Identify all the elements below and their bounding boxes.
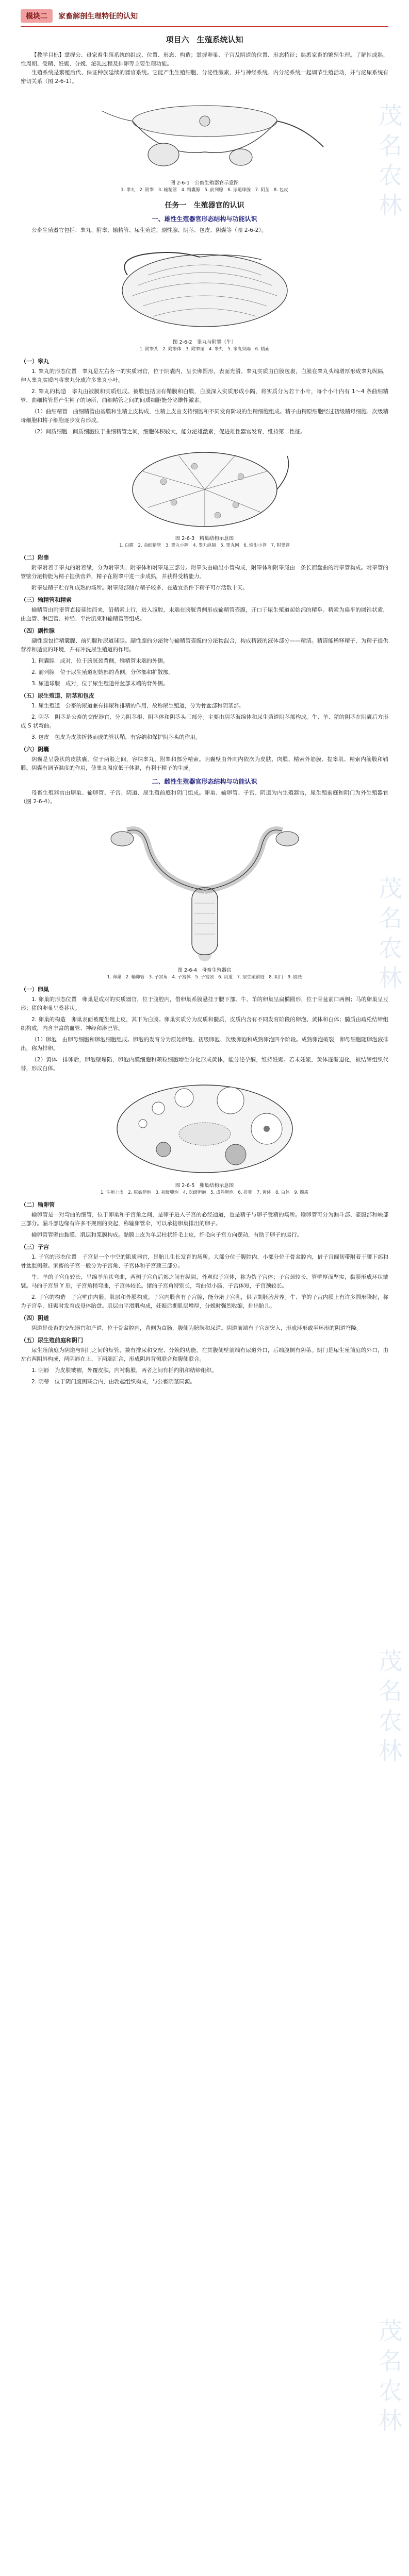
figure-caption: 图 2-6-4 母畜生殖器官 bbox=[177, 968, 232, 973]
subsection-title: （六）阴囊 bbox=[21, 746, 49, 753]
paragraph: 1. 阴唇 为皮肤皱褶，外覆皮肤，内衬黏膜，两者之间有括约肌和结缔组织。 bbox=[31, 1367, 217, 1374]
figure-5 bbox=[21, 1077, 388, 1196]
subsection-title: （三）子宫 bbox=[21, 1244, 49, 1250]
paragraph: （1）卵泡 由卵母细胞和卵泡细胞组成。卵泡的发育分为原始卵泡、初级卵泡、次级卵泡和成熟卵泡四个阶段。成熟卵泡破裂，卵母细胞随卵泡液排出，称为排卵。 bbox=[21, 1037, 388, 1052]
module-title: 家畜解剖生理特征的认知 bbox=[58, 12, 138, 21]
paragraph: 2. 子宫的构造 子宫壁由内膜、肌层和外膜构成。子宫内膜含有子宫腺，能分泌子宫乳，供早期胚胎营养。牛、羊的子宫内膜上有许多圆形隆起，称为子宫阜，妊娠时发育成母体胎盘。肌层由平滑肌构成，妊娠后期肌层增厚，分娩时强烈收缩，排出胎儿。 bbox=[21, 1294, 388, 1309]
paragraph: 输卵管是一对弯曲的细管，位于卵巢和子宫角之间，是卵子进入子宫的必经通道，也是精子与卵子受精的场所。输卵管可分为漏斗部、壶腹部和峡部三部分。漏斗部边缘有许多不规则的突起，称输卵管伞，可以承接卵巢排出的卵子。 bbox=[21, 1212, 388, 1227]
paragraph: 输卵管管壁由黏膜、肌层和浆膜构成。黏膜上皮为单层柱状纤毛上皮，纤毛向子宫方向摆动，有助于卵子的运行。 bbox=[31, 1232, 302, 1238]
task-title: 任务一 生殖器官的认识 bbox=[165, 201, 244, 210]
paragraph: 副性腺包括精囊腺、前列腺和尿道球腺。副性腺的分泌物与输精管壶腹的分泌物混合，构成精液的液体部分——精清。精清能稀释精子，为精子提供营养和适宜的环境，并有冲洗尿生殖道的作用。 bbox=[21, 638, 388, 653]
figure-3 bbox=[21, 440, 388, 549]
testis-epididymis-illustration bbox=[96, 239, 313, 337]
module-tag: 模块二 bbox=[21, 9, 53, 23]
subsection-title: （四）阴道 bbox=[21, 1315, 49, 1321]
paragraph: 附睾是精子贮存和成熟的场所。附睾尾部储存精子较多，在适宜条件下精子可存活数十天。 bbox=[31, 585, 248, 591]
figure-1 bbox=[21, 90, 388, 194]
subsection-title: （一）睾丸 bbox=[21, 358, 49, 365]
subsection-title: （二）附睾 bbox=[21, 554, 49, 561]
watermark: 茂名农林 bbox=[375, 1649, 403, 1768]
paragraph: 2. 睾丸的构造 睾丸由被膜和实质组成。被膜包括固有鞘膜和白膜，白膜深入实质形成小隔，将实质分为若干小叶，每个小叶内有 1～4 条曲细精管，曲细精管是产生精子的场所，曲细精管之间的间质细胞能分泌雄性激素。 bbox=[21, 388, 388, 403]
paragraph: 阴道是母畜的交配器官和产道，位于骨盆腔内，背侧为直肠，腹侧为膀胱和尿道。阴道前端有子宫颈突入，形成环形或半环形的阴道穹隆。 bbox=[31, 1325, 362, 1331]
section-intro: 母畜生殖器官由卵巢、输卵管、子宫、阴道、尿生殖前庭和阴门组成。卵巢、输卵管、子宫、阴道为内生殖器官，尿生殖前庭和阴门为外生殖器官（图 2-6-4）。 bbox=[21, 790, 388, 805]
male-reproductive-organs-illustration bbox=[71, 90, 339, 178]
section-title-female: 二、雌性生殖器官形态结构与功能认识 bbox=[152, 778, 257, 785]
figure-caption: 图 2-6-2 睾丸与附睾（牛） bbox=[172, 340, 236, 345]
section-title-male: 一、雄性生殖器官形态结构与功能认识 bbox=[152, 215, 257, 223]
paragraph: 尿生殖前庭为阴道与阴门之间的短管，兼有排尿和交配、分娩的功能。在其腹侧壁前端有尿道外口，后端腹侧有阴蒂。阴门是尿生殖前庭的外口，由左右两阴唇构成，两阴唇在上、下两端汇合，形成阴唇背侧联合和腹侧联合。 bbox=[21, 1347, 388, 1362]
subsection-title: （二）输卵管 bbox=[21, 1201, 55, 1208]
figure-legend: 1. 睾丸 2. 附睾 3. 输精管 4. 精囊腺 5. 前列腺 6. 尿道球腺 7. 阴茎 8. 包皮 bbox=[121, 188, 288, 193]
watermark: 茂名农林 bbox=[375, 2318, 403, 2438]
female-reproductive-organs-illustration bbox=[91, 810, 318, 965]
paragraph: 附睾附着于睾丸的附着缘，分为附睾头、附睾体和附睾尾三部分。附睾头由输出小管构成，附睾体和附睾尾由一条长而盘曲的附睾管构成。附睾管的管壁分泌物能为精子提供营养，精子在附睾中进一步成熟，并获得受精能力。 bbox=[21, 565, 388, 580]
paragraph: 1. 睾丸的形态位置 睾丸是左右各一的实质器官，位于阴囊内，呈长卵圆形，表面光滑。睾丸实质由白膜包裹，白膜在睾丸头端增厚形成睾丸纵隔，伸入睾丸实质内将睾丸分成许多睾丸小叶。 bbox=[21, 368, 388, 383]
watermark: 茂名农林 bbox=[375, 876, 403, 995]
watermark: 茂名农林 bbox=[375, 103, 403, 223]
paragraph: 1. 卵巢的形态位置 卵巢是成对的实质器官，位于腹腔内，借卵巢系膜悬挂于腰下部。牛、羊的卵巢呈扁椭圆形，位于骨盆前口两侧；马的卵巢呈豆形；猪的卵巢呈桑葚状。 bbox=[21, 996, 388, 1011]
paragraph: 输精管由附睾管直接延续而来，沿精索上行，进入腹腔，末端在膀胱背侧形成输精管壶腹，开口于尿生殖道起始部的精阜。精索为扁平的圆锥状索，由血管、淋巴管、神经、平滑肌束和输精管等组成。 bbox=[21, 607, 388, 622]
paragraph: 1. 子宫的形态位置 子宫是一个中空的肌质器官，是胎儿生长发育的场所。大部分位于腹腔内，小部分位于骨盆腔内，借子宫阔韧带附着于腰下部和骨盆腔侧壁。家畜的子宫一般分为子宫角、子宫体和子宫颈三部分。 bbox=[21, 1254, 388, 1269]
subsection-title: （四）副性腺 bbox=[21, 628, 55, 634]
intro-paragraph: 【教学目标】掌握公、母家畜生殖系统的组成、位置、形态、构造；掌握卵巢、子宫及阴道的位置、形态特征；熟悉家畜的繁殖生理。了解性成熟、性周期、受精、妊娠、分娩、泌乳过程及排卵等主要生理功能。 生殖系统是繁殖后代、保证种族延续的器官系统。它能产生生殖细胞，分泌性激素，并与神经系统、内分泌系统一起调节生殖活动，并与泌尿系统有密切关系（图 2-6-1）。 bbox=[21, 52, 388, 84]
paragraph: 2. 卵巢的构造 卵巢表面被覆生殖上皮，其下为白膜。卵巢实质分为皮质和髓质，皮质内含有不同发育阶段的卵泡、黄体和白体；髓质由疏松结缔组织构成，内含丰富的血管、神经和淋巴管。 bbox=[21, 1016, 388, 1031]
paragraph: （2）黄体 排卵后，卵泡壁塌陷，卵泡内膜细胞和颗粒细胞增生分化形成黄体，能分泌孕酮，维持妊娠。若未妊娠，黄体逐渐退化，被结缔组织代替，形成白体。 bbox=[21, 1057, 388, 1072]
figure-legend: 1. 附睾头 2. 附睾体 3. 附睾尾 4. 睾丸 5. 睾丸纵隔 6. 精索 bbox=[139, 347, 270, 352]
project-title: 项目六 生殖系统认知 bbox=[166, 35, 243, 44]
testis-structure-illustration bbox=[107, 440, 303, 533]
subsection-title: （三）输精管和精索 bbox=[21, 597, 72, 603]
paragraph: 2. 阴蒂 位于阴门腹侧联合内，由勃起组织构成，与公畜阴茎同源。 bbox=[31, 1379, 195, 1385]
figure-caption: 图 2-6-5 卵巢结构示意图 bbox=[175, 1183, 234, 1189]
paragraph: （1）曲细精管 曲细精管由基膜和生精上皮构成，生精上皮由支持细胞和不同发育阶段的生精细胞组成。精子由精原细胞经过初级精母细胞、次级精母细胞和精子细胞逐步发育形成。 bbox=[21, 409, 388, 423]
figure-caption: 图 2-6-3 精巢结构示意图 bbox=[175, 536, 234, 541]
paragraph: 2. 阴茎 阴茎是公畜的交配器官，分为阴茎根、阴茎体和阴茎头三部分。主要由阴茎海绵体和尿生殖道阴茎部构成。牛、羊、猪的阴茎在阴囊后方形成 S 状弯曲。 bbox=[21, 714, 388, 729]
subsection-title: （一）卵巢 bbox=[21, 986, 49, 993]
header-divider bbox=[21, 26, 388, 27]
subsection-title: （五）尿生殖前庭和阴门 bbox=[21, 1337, 83, 1344]
page-header bbox=[21, 9, 388, 23]
ovary-structure-illustration bbox=[102, 1077, 308, 1180]
paragraph: 阴囊是呈袋状的皮肤囊，位于两股之间，容纳睾丸、附睾和部分精索。阴囊壁由外向内依次为皮肤、肉膜、精索外筋膜、提睾肌、精索内筋膜和鞘膜。阴囊有调节温度的作用，使睾丸温度低于体温，有利于精子的生成。 bbox=[21, 756, 388, 771]
subsection-title: （五）尿生殖道、阴茎和包皮 bbox=[21, 692, 94, 699]
figure-legend: 1. 白膜 2. 曲细精管 3. 睾丸小隔 4. 睾丸纵隔 5. 睾丸网 6. 输出小管 7. 附睾管 bbox=[119, 543, 290, 548]
paragraph: 牛、羊的子宫角较长，呈绵羊角状弯曲，两侧子宫角后部之间有纵隔，外观似子宫体，称为伪子宫体；子宫颈较长，管壁厚而坚实，黏膜形成环状皱襞。马的子宫呈 Y 形，子宫角稍弯曲，子宫体较长。猪的子宫角特别长，弯曲似小肠，子宫体短，子宫颈较长。 bbox=[21, 1274, 388, 1289]
paragraph: 3. 尿道球腺 成对，位于尿生殖道骨盆部末端的背外侧。 bbox=[31, 681, 169, 687]
figure-4 bbox=[21, 810, 388, 981]
paragraph: 2. 前列腺 位于尿生殖道起始部的背侧，分体部和扩散部。 bbox=[31, 669, 174, 675]
paragraph: （2）间质细胞 间质细胞位于曲细精管之间，细胞体积较大，能分泌雄激素，促进雄性器官发育，维持第二性征。 bbox=[31, 429, 306, 435]
figure-caption: 图 2-6-1 公畜生殖器官示意图 bbox=[170, 180, 239, 186]
paragraph: 1. 尿生殖道 公畜的尿道兼有排尿和排精的作用，故称尿生殖道，分为骨盆部和阴茎部。 bbox=[31, 703, 244, 709]
paragraph: 3. 包皮 包皮为皮肤折转而成的管状鞘，有容纳和保护阴茎头的作用。 bbox=[31, 734, 201, 740]
paragraph: 1. 精囊腺 成对，位于膀胱颈背侧，输精管末端的外侧。 bbox=[31, 658, 169, 664]
figure-legend: 1. 卵巢 2. 输卵管 3. 子宫角 4. 子宫体 5. 子宫颈 6. 阴道 7. 尿生殖前庭 8. 阴门 9. 膀胱 bbox=[107, 975, 302, 980]
figure-2 bbox=[21, 239, 388, 353]
section-intro: 公畜生殖器官包括：睾丸、附睾、输精管、尿生殖道、副性腺、阴茎、包皮、阴囊等（图 2-6-2）。 bbox=[31, 227, 267, 233]
figure-legend: 1. 生殖上皮 2. 原始卵泡 3. 初级卵泡 4. 次级卵泡 5. 成熟卵泡 6. 排卵 7. 黄体 8. 白体 9. 髓质 bbox=[100, 1190, 309, 1195]
